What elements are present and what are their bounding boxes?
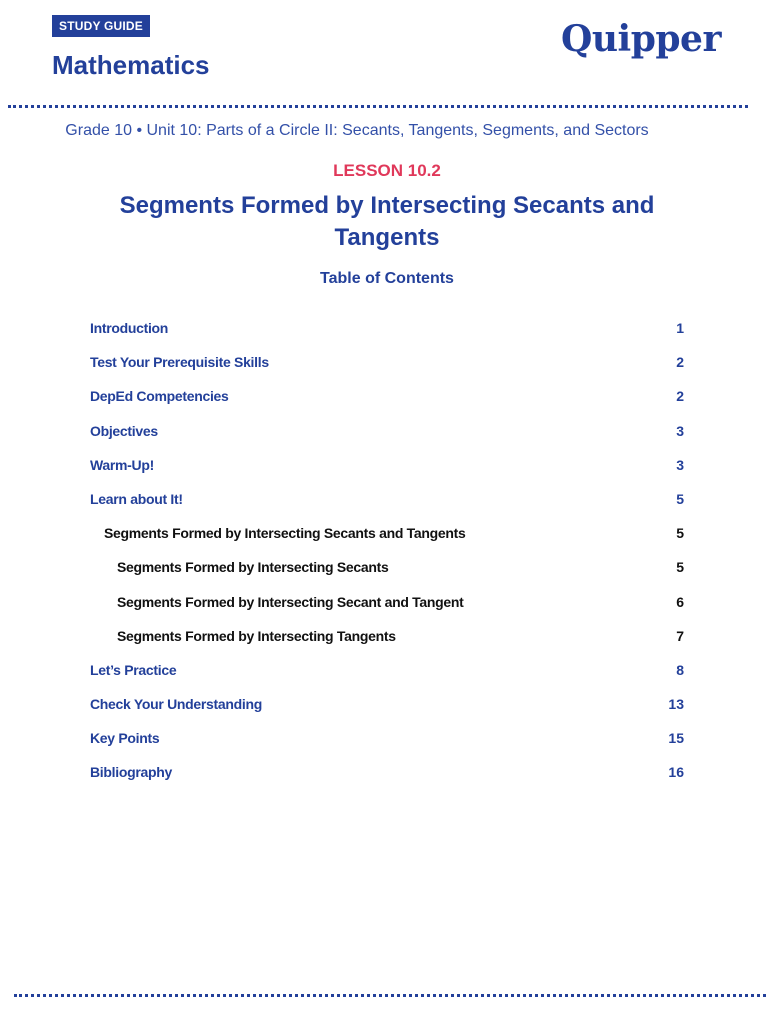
toc-entry-page: 2 [676,354,684,371]
toc-entry-page: 1 [676,320,684,336]
lesson-number: LESSON 10.2 [333,161,441,180]
toc-entry-page: 5 [676,559,684,576]
toc-entry-title: Warm-Up! [90,456,154,473]
unit-breadcrumb: Grade 10 • Unit 10: Parts of a Circle II: Secants, Tangents, Segments, and Sectors [65,122,649,139]
toc-entry-page: 13 [668,696,684,713]
toc-entry-title: Segments Formed by Intersecting Tangents [117,627,396,644]
bottom-dotted-divider [14,994,766,997]
toc-entry-page: 5 [676,525,684,542]
toc-entry[interactable] [90,594,684,628]
table-of-contents [90,320,684,799]
toc-entry-page: 3 [676,422,684,439]
toc-entry[interactable] [90,764,684,798]
toc-entry-title: Bibliography [90,764,172,781]
quipper-logo: Quipper [561,18,721,60]
toc-entry-page: 2 [676,388,684,405]
toc-entry-title: Segments Formed by Intersecting Secants and Tangents [104,525,466,542]
toc-entry-title: DepEd Competencies [90,388,229,405]
toc-entry-page: 8 [676,661,684,678]
toc-entry-title: Check Your Understanding [90,696,262,713]
subject-title: Mathematics [52,50,210,80]
toc-entry[interactable] [90,696,684,730]
toc-entry-title: Test Your Prerequisite Skills [90,354,269,371]
toc-entry[interactable] [90,525,684,559]
lesson-title: Segments Formed by Intersecting Secants and Tangents [119,192,655,251]
toc-heading: Table of Contents [320,270,454,287]
toc-entry[interactable] [90,320,684,354]
toc-entry-title: Segments Formed by Intersecting Secant and Tangent [117,593,464,610]
top-dotted-divider [8,105,748,108]
toc-entry[interactable] [90,628,684,662]
toc-entry-title: Learn about It! [90,490,183,507]
toc-entry-title: Segments Formed by Intersecting Secants [117,559,389,576]
toc-entry[interactable] [90,388,684,422]
toc-entry[interactable] [90,457,684,491]
toc-entry[interactable] [90,423,684,457]
toc-entry-page: 16 [668,764,684,781]
toc-entry-page: 3 [676,456,684,473]
toc-entry-page: 5 [676,490,684,507]
toc-entry-title: Introduction [90,320,169,336]
toc-entry-page: 6 [676,593,684,610]
toc-entry[interactable] [90,354,684,388]
toc-entry-page: 7 [676,627,684,644]
toc-entry-title: Let’s Practice [90,661,177,678]
toc-entry[interactable] [90,662,684,696]
toc-entry-title: Key Points [90,730,160,747]
study-guide-badge: STUDY GUIDE [52,15,150,37]
toc-entry[interactable] [90,491,684,525]
toc-entry[interactable] [90,559,684,593]
toc-entry-page: 15 [668,730,684,747]
toc-entry-title: Objectives [90,422,158,439]
toc-entry[interactable] [90,730,684,764]
